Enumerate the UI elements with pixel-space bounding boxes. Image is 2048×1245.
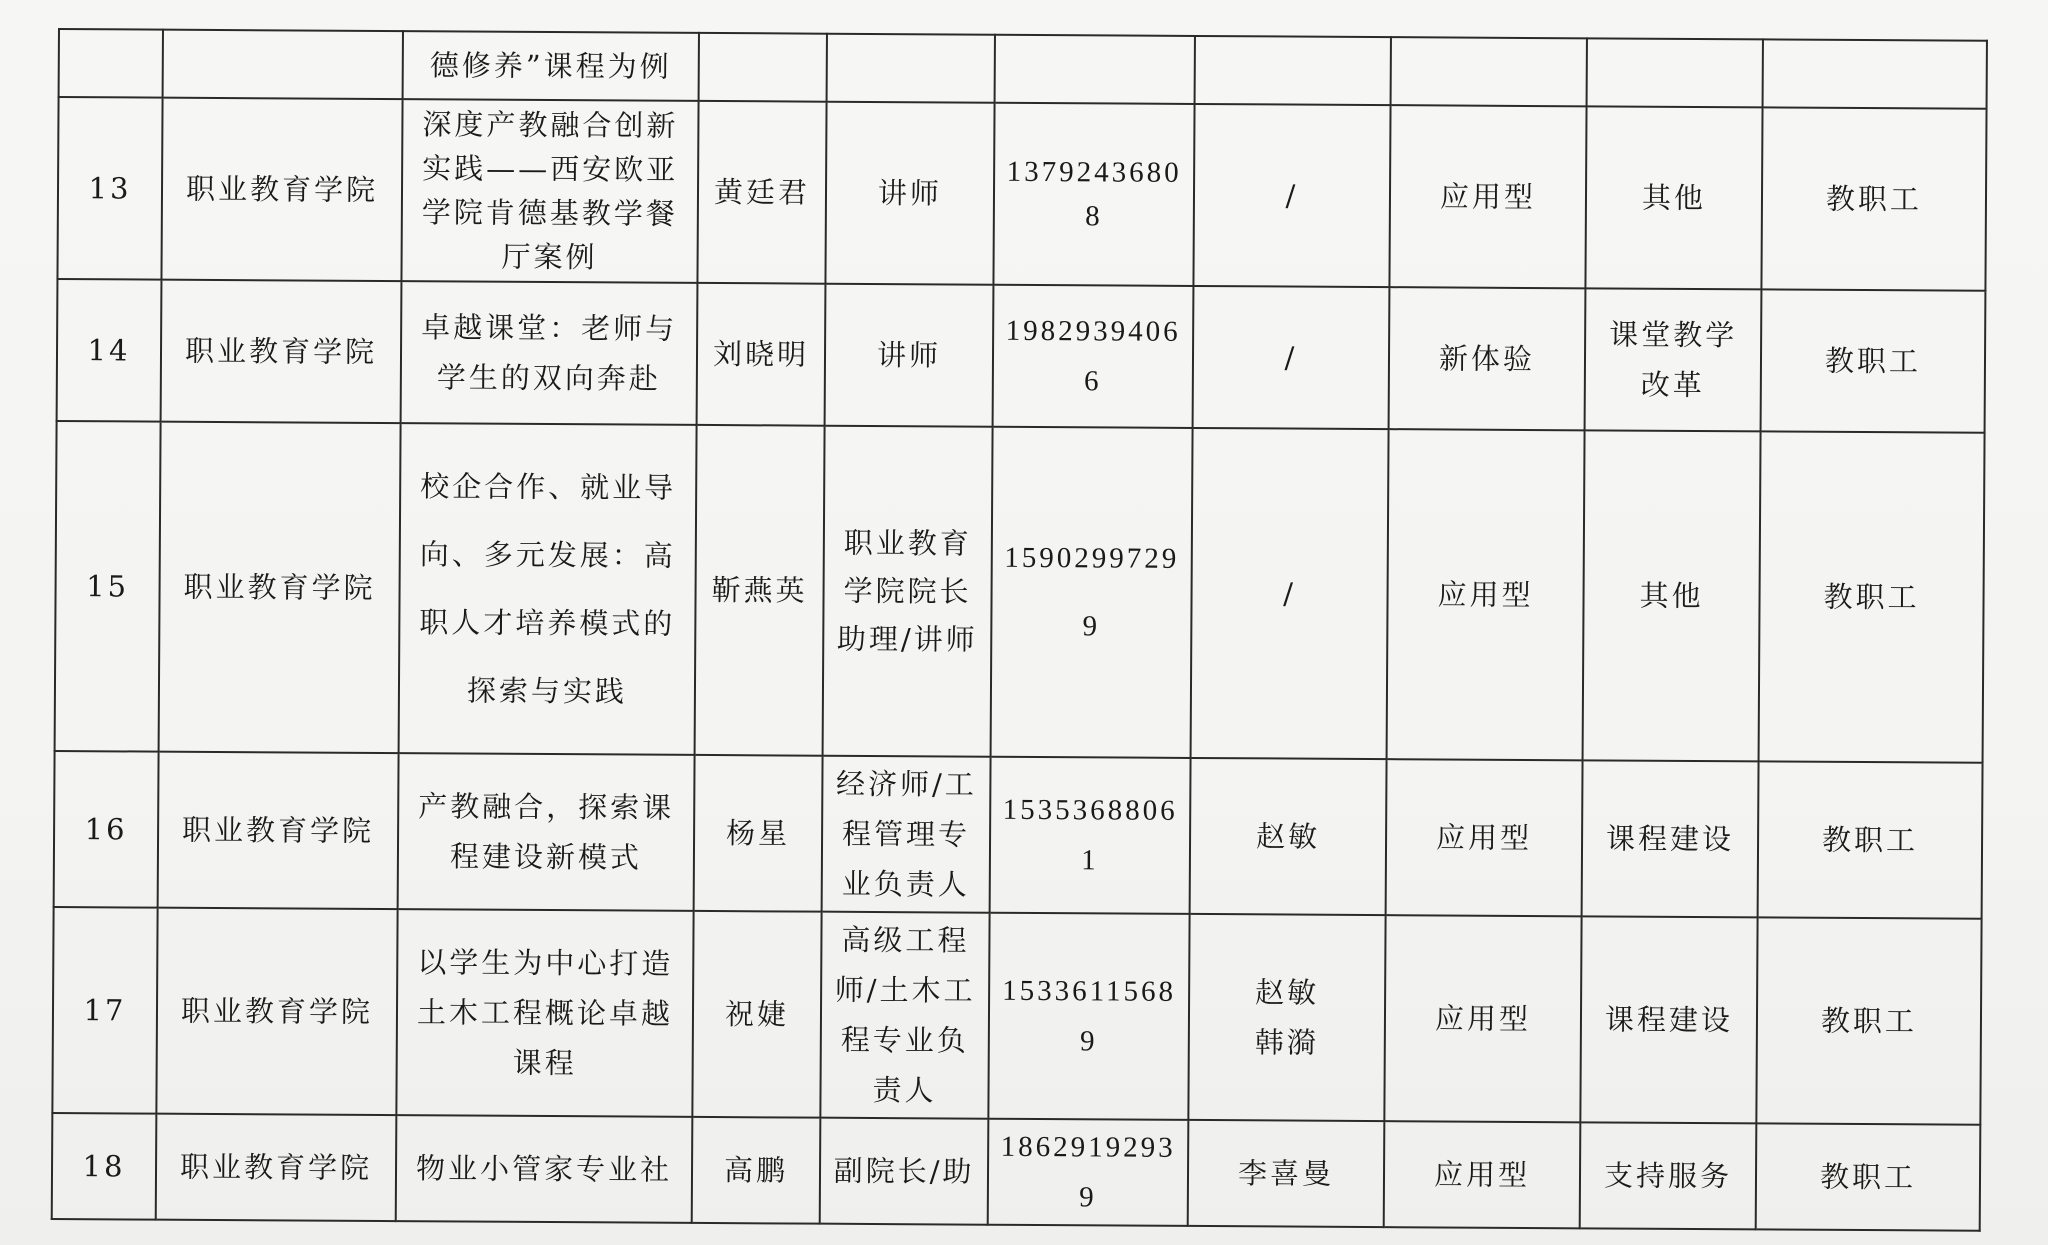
- identity-cell: [1763, 39, 1987, 108]
- leader-name-cell: [699, 33, 827, 102]
- project-title-cell-line: 以学生为中心打造: [417, 945, 674, 981]
- college-cell: 职业教育学院: [156, 1114, 397, 1221]
- project-title-cell: [399, 423, 697, 755]
- category-cell-line: 改革: [1640, 367, 1705, 403]
- job-title-cell-line: 学院院长: [843, 573, 972, 609]
- team-member-cell: [1188, 914, 1385, 1121]
- project-title-cell: [401, 99, 698, 283]
- project-title-cell-line: 产教融合，探索课: [418, 789, 675, 825]
- job-title-cell-line: 职业教育: [843, 525, 972, 561]
- table-row: [59, 29, 1987, 109]
- category-cell-line: 课程建设: [1605, 821, 1735, 857]
- project-title-cell-line: 德修养”课程为例: [429, 48, 672, 84]
- table-row: [52, 1113, 1981, 1231]
- row-number-cell: 16: [54, 751, 159, 908]
- team-member-cell-line: 李喜曼: [1237, 1156, 1335, 1191]
- row-number-cell: 15: [55, 421, 161, 752]
- project-title-cell-line: 学院肯德基教学餐: [421, 195, 678, 231]
- team-member-cell: [1193, 286, 1390, 429]
- category-cell: [1580, 916, 1757, 1123]
- leader-name-cell: 刘晓明: [697, 283, 826, 426]
- project-title-cell-line: 课程: [512, 1045, 577, 1081]
- row-number-cell: [59, 29, 163, 98]
- project-type-cell: [1391, 37, 1587, 106]
- phone-cell: [995, 35, 1195, 104]
- category-cell: [1580, 1122, 1757, 1229]
- project-title-cell: [398, 753, 695, 911]
- team-member-cell: [1195, 36, 1391, 105]
- team-member-cell: [1193, 104, 1390, 287]
- phone-cell: 15336115689: [988, 913, 1189, 1120]
- job-title-cell: [825, 284, 994, 427]
- job-title-cell: [820, 1118, 989, 1225]
- category-cell: [1587, 38, 1763, 107]
- project-type-cell: 应用型: [1389, 105, 1586, 288]
- job-title-cell-line: 程管理专: [841, 816, 971, 852]
- table-row: [57, 279, 1986, 433]
- project-title-cell-line: 厅案例: [501, 239, 598, 275]
- job-title-cell: [822, 756, 991, 913]
- category-cell-line: 其他: [1639, 578, 1704, 614]
- job-title-cell: [823, 426, 993, 757]
- team-member-cell-line: /: [1285, 178, 1299, 213]
- identity-cell: 教职工: [1759, 431, 1985, 762]
- college-cell: [163, 30, 403, 99]
- team-member-cell-line: /: [1283, 576, 1297, 611]
- project-table: [51, 28, 1988, 1232]
- phone-cell: 15902997299: [991, 427, 1193, 758]
- project-title-cell: [401, 281, 698, 425]
- category-cell: [1583, 430, 1761, 761]
- identity-cell: 教职工: [1761, 289, 1986, 432]
- college-cell: 职业教育学院: [159, 422, 401, 753]
- category-cell-line: 其他: [1641, 180, 1707, 216]
- table-row: [52, 907, 1981, 1125]
- project-type-cell: 应用型: [1387, 429, 1585, 760]
- project-title-cell-line: 深度产教融合创新: [422, 107, 679, 143]
- row-number-cell: 13: [57, 97, 162, 280]
- project-title-cell-line: 物业小管家专业社: [415, 1151, 673, 1187]
- team-member-cell-line: 韩漪: [1254, 1025, 1319, 1060]
- team-member-cell: [1191, 428, 1389, 759]
- identity-cell: 教职工: [1756, 1123, 1981, 1230]
- project-title-cell-line: 卓越课堂：老师与: [421, 310, 678, 346]
- job-title-cell-line: 业负责人: [841, 866, 970, 902]
- leader-name-cell: 黄廷君: [697, 101, 826, 284]
- project-title-cell-line: 土木工程概论卓越: [416, 995, 674, 1031]
- project-title-cell: [396, 909, 693, 1117]
- category-cell-line: 课堂教学: [1609, 317, 1738, 353]
- team-member-cell: [1188, 1120, 1385, 1227]
- job-title-cell-line: 高级工程: [841, 922, 970, 958]
- job-title-cell-line: 助理/讲师: [836, 621, 978, 657]
- team-member-cell-line: 赵敏: [1255, 819, 1321, 854]
- job-title-cell-line: 程专业负: [840, 1022, 969, 1058]
- table-row: [55, 421, 1985, 763]
- job-title-cell-line: 责人: [872, 1072, 937, 1108]
- category-cell: [1585, 106, 1762, 289]
- category-cell-line: 支持服务: [1603, 1158, 1733, 1194]
- project-title-cell-line: 程建设新模式: [449, 839, 643, 875]
- project-title-cell-line: 实践——西安欧亚: [422, 151, 679, 187]
- job-title-cell-line: 讲师: [876, 338, 942, 373]
- college-cell: 职业教育学院: [158, 752, 399, 909]
- project-title-cell-line: 校企合作、就业导: [420, 469, 677, 505]
- college-cell: 职业教育学院: [156, 908, 397, 1115]
- row-number-cell: 14: [57, 279, 162, 422]
- phone-cell: 15353688061: [990, 757, 1191, 914]
- college-cell: 职业教育学院: [161, 98, 402, 281]
- leader-name-cell: 高鹏: [692, 1117, 821, 1224]
- identity-cell: 教职工: [1758, 761, 1983, 918]
- phone-cell: 13792436808: [993, 103, 1194, 286]
- leader-name-cell: 靳燕英: [695, 425, 825, 756]
- job-title-cell-line: 师/土木工: [834, 972, 976, 1008]
- table-body: [52, 29, 1987, 1231]
- project-type-cell: 应用型: [1384, 1121, 1581, 1228]
- project-type-cell: 应用型: [1386, 759, 1583, 916]
- leader-name-cell: 杨星: [694, 755, 823, 912]
- project-type-cell: 应用型: [1384, 915, 1581, 1122]
- job-title-cell: [825, 102, 994, 285]
- team-member-cell-line: 赵敏: [1255, 975, 1320, 1010]
- category-cell-line: 课程建设: [1604, 1002, 1734, 1038]
- row-number-cell: 17: [52, 907, 157, 1114]
- project-title-cell-line: 学生的双向奔赴: [436, 360, 661, 396]
- team-member-cell: [1190, 758, 1387, 915]
- team-member-cell-line: /: [1284, 340, 1298, 375]
- table-row: [57, 97, 1986, 291]
- project-type-cell: 新体验: [1389, 287, 1586, 430]
- job-title-cell: [827, 34, 995, 103]
- project-title-cell: [396, 1115, 693, 1223]
- job-title-cell-line: 讲师: [877, 176, 943, 211]
- table-row: [54, 751, 1983, 919]
- project-title-cell: [403, 31, 699, 101]
- phone-cell: 18629192939: [988, 1119, 1189, 1226]
- project-title-cell-line: 向、多元发展：高: [419, 537, 676, 573]
- project-title-cell-line: 探索与实践: [466, 673, 628, 709]
- category-cell: [1585, 288, 1762, 431]
- job-title-cell-line: 经济师/工: [835, 766, 977, 802]
- category-cell: [1582, 760, 1759, 917]
- identity-cell: 教职工: [1761, 107, 1986, 290]
- phone-cell: 19829394066: [993, 285, 1194, 428]
- project-title-cell-line: 职人才培养模式的: [419, 605, 676, 641]
- identity-cell: 教职工: [1756, 917, 1981, 1124]
- row-number-cell: 18: [52, 1113, 157, 1220]
- job-title-cell: [820, 912, 989, 1119]
- job-title-cell-line: 副院长/助: [833, 1153, 975, 1189]
- college-cell: 职业教育学院: [161, 280, 402, 423]
- leader-name-cell: 祝婕: [692, 911, 821, 1118]
